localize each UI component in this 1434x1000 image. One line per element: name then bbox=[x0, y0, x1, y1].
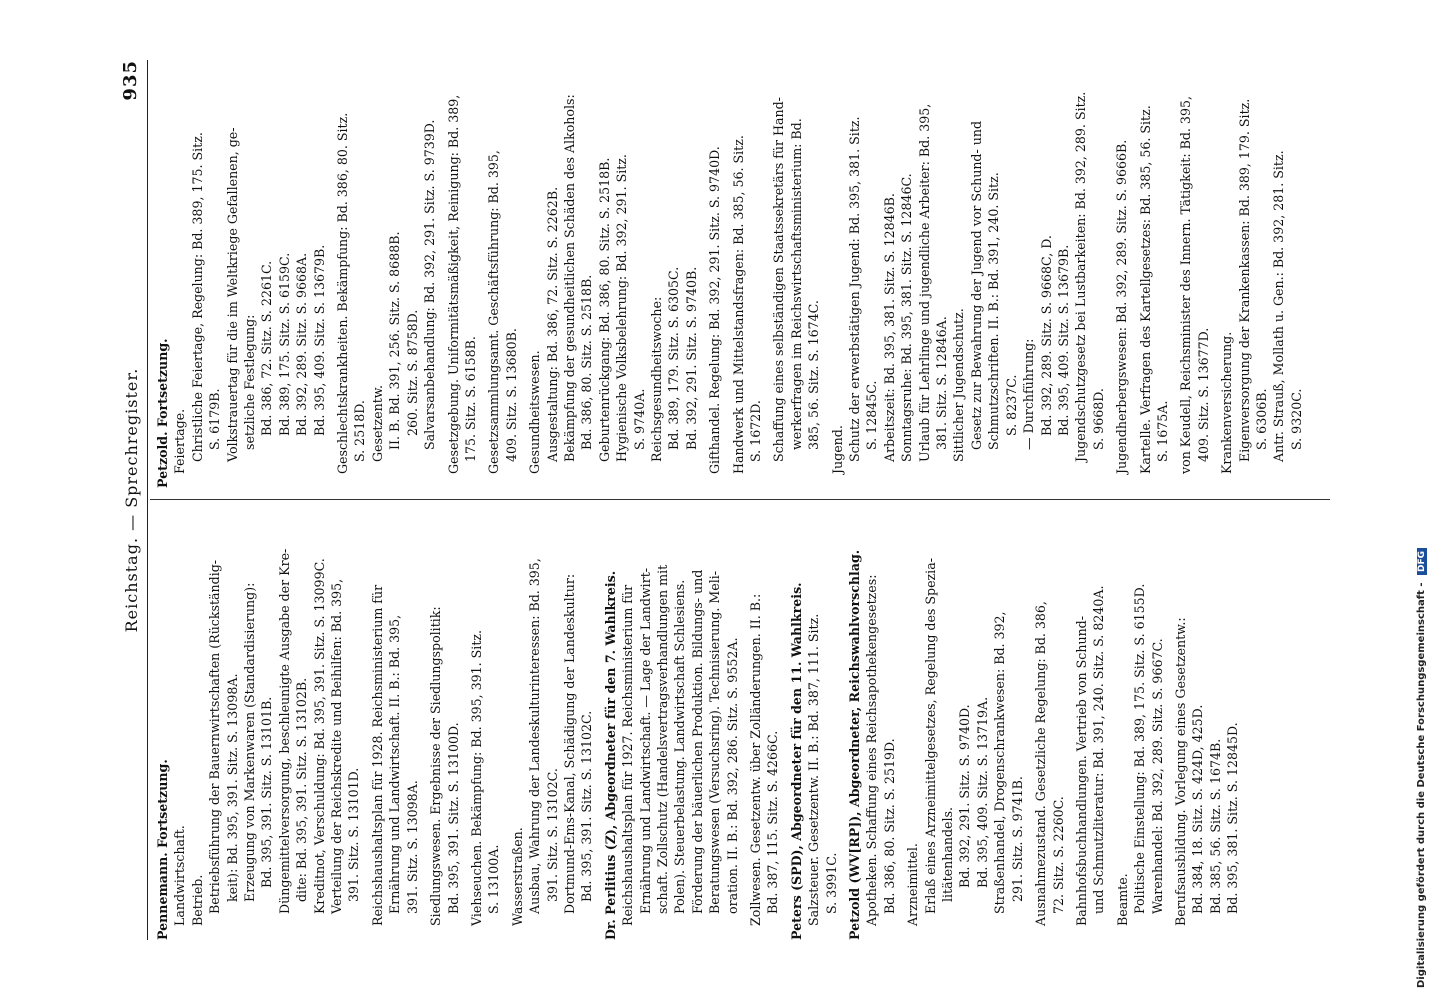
index-line: Peters (SPD), Abgeordneter für den 11. Wahlkreis. bbox=[788, 582, 804, 940]
index-line: Gesetzsammlungsamt. Geschäftsführung: Bd. 395, bbox=[486, 150, 502, 474]
index-line: Hygienische Volksbelehrung: Bd. 392, 291. Sitz. bbox=[614, 154, 630, 462]
index-line: Landwirtschaft. bbox=[172, 825, 188, 926]
page-number: 935 bbox=[120, 60, 141, 101]
index-line: Förderung der bäuerlichen Produktion. Bildungs- und bbox=[689, 569, 705, 914]
index-line: 391. Sitz. S. 13102C. bbox=[544, 768, 560, 902]
page-content bbox=[120, 60, 1340, 940]
index-line: Bd. 386, 72. Sitz. S. 2261C. bbox=[259, 260, 275, 436]
index-line: S. 13100A. bbox=[486, 844, 502, 914]
index-line: Bd. 385, 56. Sitz. S. 1674B. bbox=[1207, 738, 1223, 914]
index-line: setzliche Festlegung: bbox=[242, 314, 258, 450]
dfg-logo: DFG bbox=[1417, 548, 1427, 575]
index-line: Arzneimittel. bbox=[905, 843, 921, 926]
index-line: Sittlicher Jugendschutz. bbox=[951, 308, 967, 462]
dfg-watermark bbox=[1410, 8, 1432, 988]
index-line: Bahnhofsbuchhandlungen. Vertrieb von Schund- bbox=[1073, 616, 1089, 926]
index-line: Handwerk und Mittelstandsfragen: Bd. 385, 56. Sitz. bbox=[730, 135, 746, 474]
index-line: Warenhandel: Bd. 392, 289. Sitz. S. 9667C. bbox=[1149, 638, 1165, 914]
index-line: Berufsausbildung. Vorlegung eines Gesetzentw.: bbox=[1172, 617, 1188, 926]
index-line: 175. Sitz. S. 6158B. bbox=[462, 336, 478, 462]
index-line: Bd. 395, 409. Sitz. S. 13719A. bbox=[974, 696, 990, 888]
index-line: S. 2518D. bbox=[352, 400, 368, 462]
index-line: Jugendschutzgesetz bei Lustbarkeiten: Bd. 392, 289. Sitz. bbox=[1073, 91, 1089, 462]
index-line: S. 9320C. bbox=[1288, 388, 1304, 450]
index-line: S. 1672D. bbox=[748, 400, 763, 462]
index-line: 381. Sitz. S. 12846A. bbox=[934, 316, 950, 450]
index-line: litätenhandels. bbox=[940, 807, 956, 902]
header-rule bbox=[147, 60, 148, 940]
index-line: Bekämpfung der gesundheitlichen Schäden des Alkohols: bbox=[561, 94, 577, 462]
index-line: Ernährung und Landwirtschaft. II. B.: Bd. 395, bbox=[387, 614, 403, 914]
index-line: Geburtenrückgang: Bd. 386, 80. Sitz. S. 2518B. bbox=[596, 157, 612, 462]
index-line: II. B. Bd. 391, 256. Sitz. S. 8688B. bbox=[387, 231, 403, 450]
index-line: Salvarsanbehandlung: Bd. 392, 291. Sitz. S. 9739D. bbox=[422, 119, 438, 450]
index-line: 391. Sitz. S. 13098A. bbox=[404, 780, 420, 914]
index-line: Schaffung eines selbständigen Staatssekretärs für Hand- bbox=[771, 97, 787, 462]
index-line: Kartelle. Verfragen des Kartellgesetzes: Bd. 385, 56. Sitz. bbox=[1137, 105, 1153, 474]
index-line: Pennemann. Fortsetzung. bbox=[155, 759, 170, 940]
index-line: schaft. Zollschutz (Handelsvertragsverhandlungen mit bbox=[654, 564, 670, 914]
index-line: Betrieb. bbox=[189, 874, 205, 926]
index-line: oration. II. B.: Bd. 392, 286. Sitz. S. 9552A. bbox=[724, 637, 740, 914]
index-line: Bd. 395, 391. Sitz. S. 13102C. bbox=[579, 710, 595, 902]
index-line: und Schmutzliteratur: Bd. 391, 240. Sitz. S. 8240A. bbox=[1091, 585, 1107, 914]
index-line: 385, 56. Sitz. S. 1674C. bbox=[806, 300, 822, 450]
index-line: Eigenversorgung der Krankenkassen: Bd. 389, 179. Sitz. bbox=[1236, 98, 1252, 462]
index-line: Zollwesen. Gesetzentw. über Zolländerungen. II. B.: bbox=[748, 593, 763, 926]
index-line: Bd. 386, 80. Sitz. S. 2518B. bbox=[579, 274, 595, 450]
index-line: S. 6306B. bbox=[1253, 388, 1269, 450]
index-line: Apotheken. Schaffung eines Reichsapothekengesetzes: bbox=[864, 574, 880, 926]
index-line: S. 9668D. bbox=[1090, 388, 1106, 450]
index-line: S. 1675A. bbox=[1154, 400, 1170, 462]
index-line: Polen). Steuerbelastung. Landwirtschaft Schlesiens. bbox=[672, 579, 688, 914]
index-line: Bd. 395, 381. Sitz. S. 12845D. bbox=[1225, 722, 1241, 914]
index-line: Dr. Perlitius (Z), Abgeordneter für den 7. Wahlkreis. bbox=[602, 570, 618, 940]
index-line: dite: Bd. 395, 391. Sitz. S. 13102B. bbox=[294, 677, 310, 902]
index-line: Petzold (WV[RP]), Abgeordneter, Reichswahlvorschlag. bbox=[847, 549, 863, 940]
index-line: Sonntagsruhe: Bd. 395, 381. Sitz. S. 12846C. bbox=[899, 173, 915, 462]
index-line: Urlaub für Lehrlinge und jugendliche Arbeiter: Bd. 395, bbox=[916, 103, 932, 462]
index-line: Düngemittelversorgung, beschleunigte Ausgabe der Kre- bbox=[276, 548, 292, 914]
index-line: keit): Bd. 395, 391. Sitz. S. 13098A. bbox=[224, 673, 240, 902]
running-title: Reichstag. — Sprechregister. bbox=[122, 367, 141, 633]
index-line: Krankenversicherung. bbox=[1219, 331, 1235, 474]
index-line: Reichsgesundheitswoche: bbox=[648, 296, 664, 462]
index-line: Bd. 384, 18. Sitz. S. 424D, 425D. bbox=[1190, 704, 1206, 914]
index-line: werkerfragen im Reichswirtschaftsministerium: Bd. bbox=[788, 118, 804, 450]
index-line: S. 6179B. bbox=[207, 388, 223, 450]
index-line: Petzold. Fortsetzung. bbox=[155, 338, 170, 488]
index-line: Beratungswesen (Versuchsring). Technisierung. Meli- bbox=[707, 570, 723, 914]
index-line: Bd. 395, 409. Sitz. S. 13679B. bbox=[311, 244, 327, 436]
left-column bbox=[154, 510, 1242, 940]
index-line: Gifthandel. Regelung: Bd. 392, 291. Sitz. S. 9740D. bbox=[707, 146, 723, 474]
index-line: Betriebsführung der Bauernwirtschaften (Rückständig- bbox=[207, 559, 223, 914]
index-line: von Keudell, Reichsminister des Innern. Tätigkeit: Bd. 395, bbox=[1178, 96, 1194, 474]
index-line: Jugend. bbox=[829, 425, 845, 474]
index-line: 409. Sitz. S. 13680B. bbox=[503, 328, 519, 462]
index-line: Dortmund-Ems-Kanal, Schädigung der Landeskultur: bbox=[561, 573, 577, 914]
index-line: Gesetzgebung. Uniformitätsmäßigkeit, Reinigung: Bd. 389, bbox=[445, 94, 461, 474]
index-line: Wasserstraßen. bbox=[509, 827, 525, 926]
index-line: Volkstrauertag für die im Weltkriege Gefallenen, ge- bbox=[224, 127, 240, 462]
index-line: Salzsteuer. Gesetzentw. II. B.: Bd. 387, 111. Sitz. bbox=[806, 613, 822, 926]
index-line: Ausbau, Wahrung der Landeskulturinteressen: Bd. 395, bbox=[527, 558, 543, 914]
index-line: 409. Sitz. S. 13677D. bbox=[1195, 327, 1211, 462]
index-line: Christliche Feiertage, Regelung: Bd. 389, 175. Sitz. bbox=[189, 132, 205, 462]
index-line: Ausnahmezustand. Gesetzliche Regelung: Bd. 386, bbox=[1033, 601, 1049, 926]
index-line: Viehseuchen. Bekämpfung: Bd. 395, 391. Sitz. bbox=[468, 629, 484, 926]
index-line: Arbeitszeit: Bd. 395, 381. Sitz. S. 12846B. bbox=[881, 193, 897, 462]
index-line: 72. Sitz. S. 2260C. bbox=[1050, 796, 1066, 914]
index-line: Verteilung der Reichskredite und Beihilfen: Bd. 395, bbox=[329, 578, 345, 914]
index-line: S. 9740A. bbox=[631, 388, 647, 450]
index-line: Kreditnot, Verschuldung: Bd. 395, 391. Sitz. S. 13099C. bbox=[311, 558, 327, 914]
index-line: Bd. 392, 291. Sitz. S. 9740D. bbox=[957, 704, 973, 888]
index-line: — Durchführung: bbox=[1021, 338, 1037, 450]
index-line: Ausgestaltung: Bd. 386, 72. Sitz. S. 2262B. bbox=[544, 186, 560, 462]
index-line: Bd. 392, 291. Sitz. S. 9740B. bbox=[683, 266, 699, 450]
index-line: Schmutzschriften. II. B.: Bd. 391, 240. Sitz. bbox=[986, 172, 1002, 450]
index-line: Erzeugung von Markenwaren (Standardisierung): bbox=[242, 582, 258, 902]
index-line: S. 3991C. bbox=[823, 852, 839, 914]
index-line: Bd. 392, 289. Sitz. S. 9668C, D. bbox=[1038, 235, 1054, 436]
index-line: Gesetz zur Bewahrung der Jugend vor Schund- und bbox=[968, 120, 984, 450]
index-line: Ernährung und Landwirtschaft. — Lage der Landwirt- bbox=[637, 567, 653, 914]
index-line: Bd. 395, 391. Sitz. S. 13100D. bbox=[445, 722, 461, 914]
index-line: Gesetzentw. bbox=[369, 384, 385, 462]
index-line: Beamte. bbox=[1114, 873, 1130, 926]
index-line: Politische Einstellung: Bd. 389, 175. Sitz. S. 6155D. bbox=[1132, 583, 1148, 914]
index-line: Bd. 387, 115. Sitz. S. 4266C. bbox=[765, 730, 781, 914]
index-line: Jugendherbergswesen: Bd. 392, 289. Sitz. S. 9666B. bbox=[1114, 139, 1130, 474]
scanned-page bbox=[120, 60, 1340, 940]
index-line: 291. Sitz. S. 9741B. bbox=[1009, 776, 1025, 902]
index-line: Bd. 395, 409. Sitz. S. 13679B. bbox=[1055, 244, 1071, 436]
index-line: Bd. 386, 80. Sitz. S. 2519D. bbox=[881, 738, 897, 914]
index-line: Reichshaushaltsplan für 1927. Reichsministerium für bbox=[620, 584, 636, 926]
right-column bbox=[154, 58, 1305, 488]
index-line: Bd. 389, 175. Sitz. S. 6159C. bbox=[276, 252, 292, 436]
index-line: Erlaß eines Arzneimittelgesetzes, Regelung des Spezia- bbox=[922, 558, 938, 914]
index-line: Reichshaushaltsplan für 1928. Reichsministerium für bbox=[369, 584, 385, 926]
index-line: Siedlungswesen. Ergebnisse der Siedlungspolitik: bbox=[428, 606, 444, 926]
index-line: S. 12845C. bbox=[864, 380, 880, 450]
index-line: S. 8237C. bbox=[1003, 374, 1019, 436]
index-line: Bd. 395, 391. Sitz. S. 13101B. bbox=[259, 696, 275, 888]
column-divider bbox=[150, 499, 1330, 500]
page-header bbox=[120, 60, 144, 940]
index-line: Feiertage. bbox=[172, 408, 188, 474]
index-line: Gesundheitswesen. bbox=[527, 350, 543, 474]
index-line: Schutz der erwerbstätigen Jugend: Bd. 395, 381. Sitz. bbox=[847, 116, 863, 462]
index-line: Geschlechtskrankheiten. Bekämpfung: Bd. 386, 80. Sitz. bbox=[335, 112, 351, 474]
index-line: Straßenhandel, Drogenschrankwesen: Bd. 392, bbox=[992, 611, 1008, 914]
index-line: Bd. 392, 289. Sitz. S. 9668A. bbox=[294, 252, 310, 436]
index-line: Antr. Strauß, Mollath u. Gen.: Bd. 392, 281. Sitz. bbox=[1271, 150, 1287, 462]
index-line: 391. Sitz. S. 13101D. bbox=[346, 767, 362, 902]
watermark-text: Digitalisierung gefördert durch die Deutsche Forschungsgemeinschaft - bbox=[1416, 582, 1427, 988]
index-line: Bd. 389, 179. Sitz. S. 6305C. bbox=[666, 266, 682, 450]
index-line: 260. Sitz. S. 8758D. bbox=[404, 309, 420, 436]
